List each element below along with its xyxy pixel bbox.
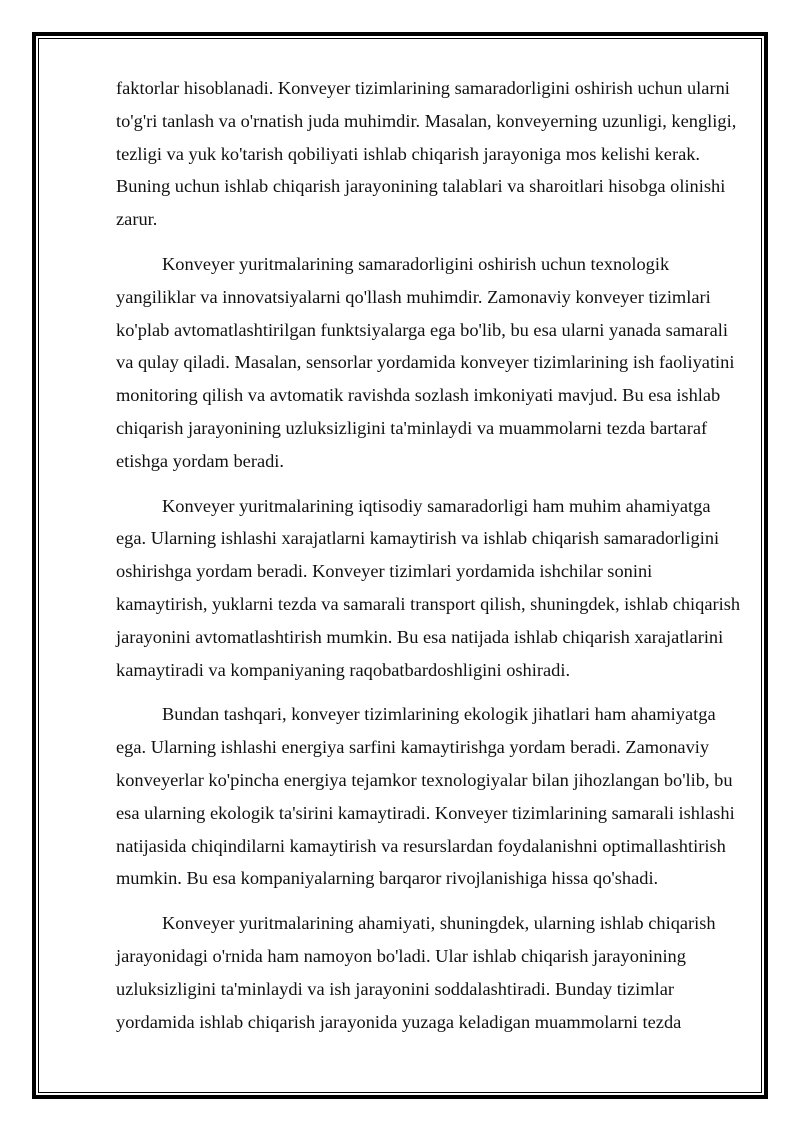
- page-body: [116, 72, 744, 1050]
- paragraph-2: Konveyer yuritmalarining samaradorligini oshirish uchun texnologik yangiliklar va innovatsiyalarni qo'llash muhimdir. Zamonaviy konveyer tizimlari ko'plab avtomatlashtirilgan funktsiyalarga ega bo'lib, bu esa ularni yanada samarali va qulay qiladi. Masalan, sensorlar yordamida konveyer tizimlarining ish faoliyatini monitoring qilish va avtomatik ravishda sozlash imkoniyati mavjud. Bu esa ishlab chiqarish jarayonining uzluksizligini ta'minlaydi va muammolarni tezda bartaraf etishga yordam beradi.: [116, 253, 735, 471]
- paragraph-4: Bundan tashqari, konveyer tizimlarining ekologik jihatlari ham ahamiyatga ega. Ularning ishlashi energiya sarfini kamaytirishga yordam beradi. Zamonaviy konveyerlar ko'pincha energiya tejamkor texnologiyalar bilan jihozlangan bo'lib, bu esa ularning ekologik ta'sirini kamaytiradi. Konveyer tizimlarining samarali ishlashi natijasida chiqindilarni kamaytirish va resurslardan foydalanishni optimallashtirish mumkin. Bu esa kompaniyalarning barqaror rivojlanishiga hissa qo'shadi.: [116, 704, 735, 889]
- paragraph-5: Konveyer yuritmalarining ahamiyati, shuningdek, ularning ishlab chiqarish jarayonidagi o'rnida ham namoyon bo'ladi. Ular ishlab chiqarish jarayonining uzluksizligini ta'minlaydi va ish jarayonini soddalashtiradi. Bunday tizimlar yordamida ishlab chiqarish jarayonida yuzaga keladigan muammolarni tezda: [116, 913, 716, 1032]
- paragraph-1: faktorlar hisoblanadi. Konveyer tizimlarining samaradorligini oshirish uchun ularni to'g'ri tanlash va o'rnatish juda muhimdir. Masalan, konveyerning uzunligi, kengligi, tezligi va yuk ko'tarish qobiliyati ishlab chiqarish jarayoniga mos kelishi kerak. Buning uchun ishlab chiqarish jarayonining talablari va sharoitlari hisobga olinishi zarur.: [116, 78, 737, 230]
- paragraph-3: Konveyer yuritmalarining iqtisodiy samaradorligi ham muhim ahamiyatga ega. Ularning ishlashi xarajatlarni kamaytirish va ishlab chiqarish samaradorligini oshirishga yordam beradi. Konveyer tizimlari yordamida ishchilar sonini kamaytirish, yuklarni tezda va samarali transport qilish, shuningdek, ishlab chiqarish jarayonini avtomatlashtirish mumkin. Bu esa natijada ishlab chiqarish xarajatlarini kamaytiradi va kompaniyaning raqobatbardoshligini oshiradi.: [116, 495, 741, 680]
